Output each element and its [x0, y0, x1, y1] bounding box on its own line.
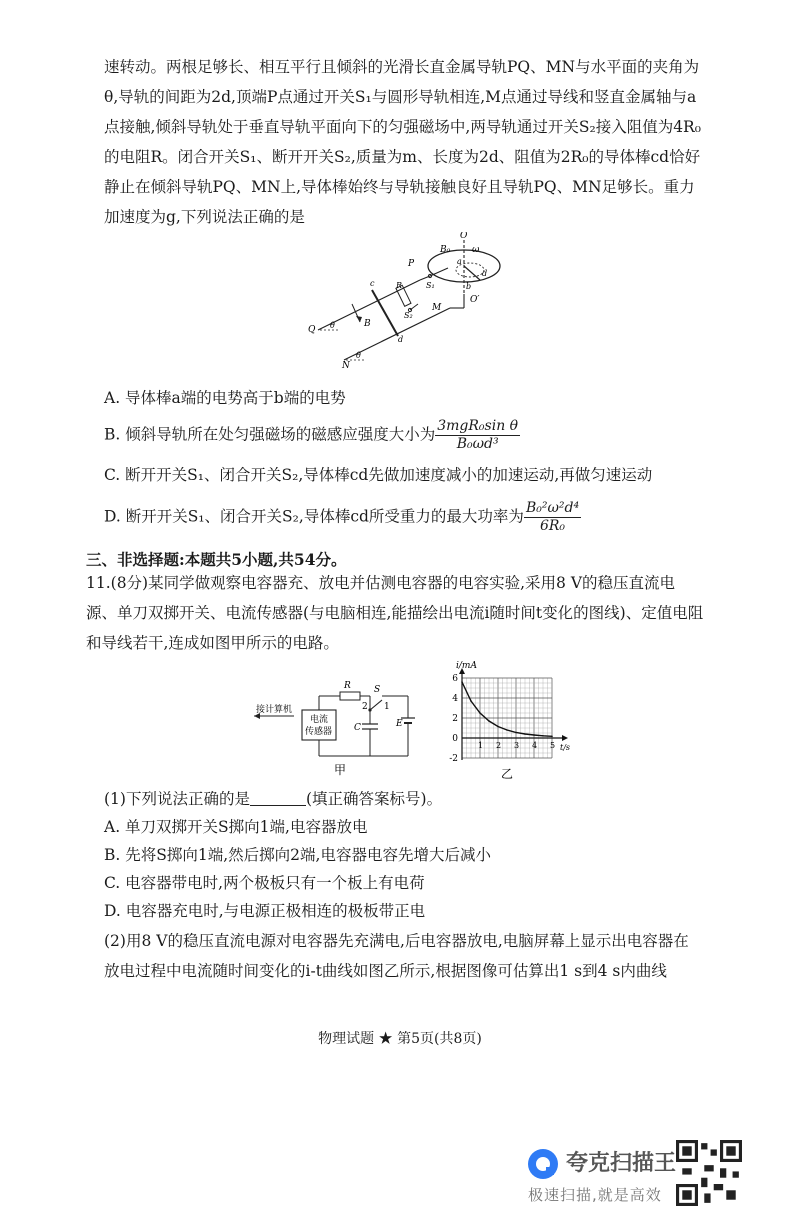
rail-figure — [300, 232, 530, 372]
question-10-stem: 速转动。两根足够长、相互平行且倾斜的光滑长直金属导轨PQ、MN与水平面的夹角为θ,导轨的间距为2d,顶端P点通过开关S₁与圆形导轨相连,M点通过导线和竖直金属轴与a点接触,倾斜导轨处于垂直导轨平面向下的匀强磁场中,两导轨通过开关S₂接入阻值为4R₀的电阻R。闭合开关S₁、断开开关S₂,质量为m、长度为2d、阻值为2R₀的导体棒cd恰好静止在倾斜导轨PQ、MN上,导体棒始终与导轨接触良好且导轨PQ、MN足够长。重力加速度为g,下列说法正确的是 — [104, 58, 701, 226]
data-point — [461, 681, 463, 683]
x-tick-label: 2 — [496, 741, 502, 750]
qr-code-icon — [676, 1140, 742, 1206]
label-omega: ω — [472, 245, 480, 255]
label-P: P — [408, 259, 415, 269]
section-heading: 三、非选择题:本题共5小题,共54分。 — [86, 550, 347, 569]
label-R: R — [396, 281, 403, 290]
circuit-R: R — [344, 681, 351, 691]
data-point — [542, 735, 544, 737]
sensor-label-2: 传感器 — [305, 727, 333, 737]
data-point — [533, 734, 535, 736]
q11-sub2: (2)用8 V的稳压直流电源对电容器先充满电,后电容器放电,电脑屏幕上显示出电容器在放电过程中电流随时间变化的i-t曲线如图乙所示,根据图像可估算出1 s到4 s内曲线 — [104, 932, 689, 980]
fraction-denominator: B₀ωd³ — [456, 436, 499, 452]
q11-option-a: A. 单刀双掷开关S掷向1端,电容器放电 — [104, 818, 368, 836]
watermark-name: 夸克扫描王 — [566, 1151, 677, 1176]
q10-option-b — [104, 418, 724, 453]
data-point — [524, 733, 526, 735]
q11-option-d: D. 电容器充电时,与电源正极相连的极板带正电 — [104, 902, 426, 920]
label-B: B — [364, 319, 371, 329]
label-d-rod: d — [398, 335, 404, 344]
question-11-stem: 11.(8分)某同学做观察电容器充、放电并估测电容器的电容实验,采用8 V的稳压直流电源、单刀双掷开关、电流传感器(与电脑相连,能描绘出电流i随时间t变化的图线)、定值电阻和导线若干,连成如图甲所示的电路。 — [86, 574, 704, 652]
label-d-circle: d — [482, 269, 488, 278]
circuit-S: S — [374, 685, 381, 695]
y-axis-label: i/mA — [456, 661, 477, 671]
q10-option-c: C. 断开开关S₁、闭合开关S₂,导体棒cd先做加速度减小的加速运动,再做匀速运动 — [104, 466, 653, 484]
x-tick-label: 4 — [532, 741, 538, 750]
circuit-pos1: 1 — [384, 702, 390, 712]
y-tick-label: 6 — [452, 674, 458, 684]
q11-sub1-text: (1)下列说法正确的是 — [104, 790, 250, 808]
y-tick-label: 2 — [452, 714, 458, 724]
circuit-C: C — [354, 723, 361, 733]
it-graph — [440, 660, 580, 782]
circuit-figure — [250, 676, 430, 776]
label-a: a — [457, 257, 462, 266]
label-O: O — [460, 232, 468, 241]
fraction-denominator: 6R₀ — [539, 518, 566, 534]
x-axis-label: t/s — [560, 743, 571, 752]
y-tick-label: 0 — [452, 734, 458, 744]
q11-option-b: B. 先将S掷向1端,然后掷向2端,电容器电容先增大后减小 — [104, 846, 491, 864]
data-point — [497, 726, 499, 728]
data-point — [506, 729, 508, 731]
label-M: M — [432, 303, 442, 313]
q10-option-b-text: B. 倾斜导轨所在处匀强磁场的磁感应强度大小为 — [104, 425, 436, 444]
answer-blank — [250, 789, 306, 806]
label-theta2: θ — [356, 351, 361, 360]
x-tick-label: 1 — [478, 741, 484, 750]
page-footer: 物理试题 ★ 第5页(共8页) — [318, 1031, 482, 1047]
label-N: N — [342, 361, 350, 371]
label-theta1: θ — [330, 321, 335, 330]
q11-sub1 — [104, 784, 704, 814]
q10-option-d-fraction — [524, 500, 581, 535]
watermark-slogan: 极速扫描,就是高效 — [528, 1186, 662, 1204]
data-point — [551, 736, 553, 738]
figure-caption-jia: 甲 — [334, 763, 347, 776]
data-point — [470, 700, 472, 702]
y-tick-label: -2 — [449, 754, 458, 764]
q11-option-c: C. 电容器带电时,两个极板只有一个板上有电荷 — [104, 874, 425, 892]
fraction-numerator: 3mgR₀sin θ — [437, 418, 519, 434]
label-S1: S₁ — [426, 281, 435, 290]
q10-option-d-text: D. 断开开关S₁、闭合开关S₂,导体棒cd所受重力的最大功率为 — [104, 507, 524, 526]
q11-sub1-suffix: (填正确答案标号)。 — [305, 790, 443, 808]
figure-caption-yi: 乙 — [501, 767, 514, 781]
q10-option-d — [104, 500, 724, 535]
q10-option-a: A. 导体棒a端的电势高于b端的电势 — [104, 389, 346, 407]
label-B0: B₀ — [440, 245, 451, 255]
sensor-label-1: 电流 — [310, 715, 329, 725]
q10-option-b-fraction — [435, 418, 520, 453]
data-point — [515, 732, 517, 734]
x-tick-label: 3 — [514, 741, 520, 750]
circuit-E: E — [396, 719, 403, 729]
label-S2: S₂ — [404, 311, 413, 320]
label-c: c — [370, 279, 375, 288]
data-point — [488, 720, 490, 722]
scanner-logo-icon — [526, 1147, 560, 1181]
y-tick-label: 4 — [452, 694, 458, 704]
data-point — [479, 712, 481, 714]
label-Q: Q — [308, 325, 316, 335]
x-tick-label: 5 — [550, 741, 556, 750]
label-b: b — [466, 282, 472, 291]
label-Oprime: O′ — [470, 295, 480, 305]
computer-label: 接计算机 — [256, 705, 293, 715]
x-axis-arrow — [562, 735, 568, 741]
circuit-pos2: 2 — [362, 702, 368, 712]
fraction-numerator: B₀²ω²d⁴ — [525, 500, 580, 516]
